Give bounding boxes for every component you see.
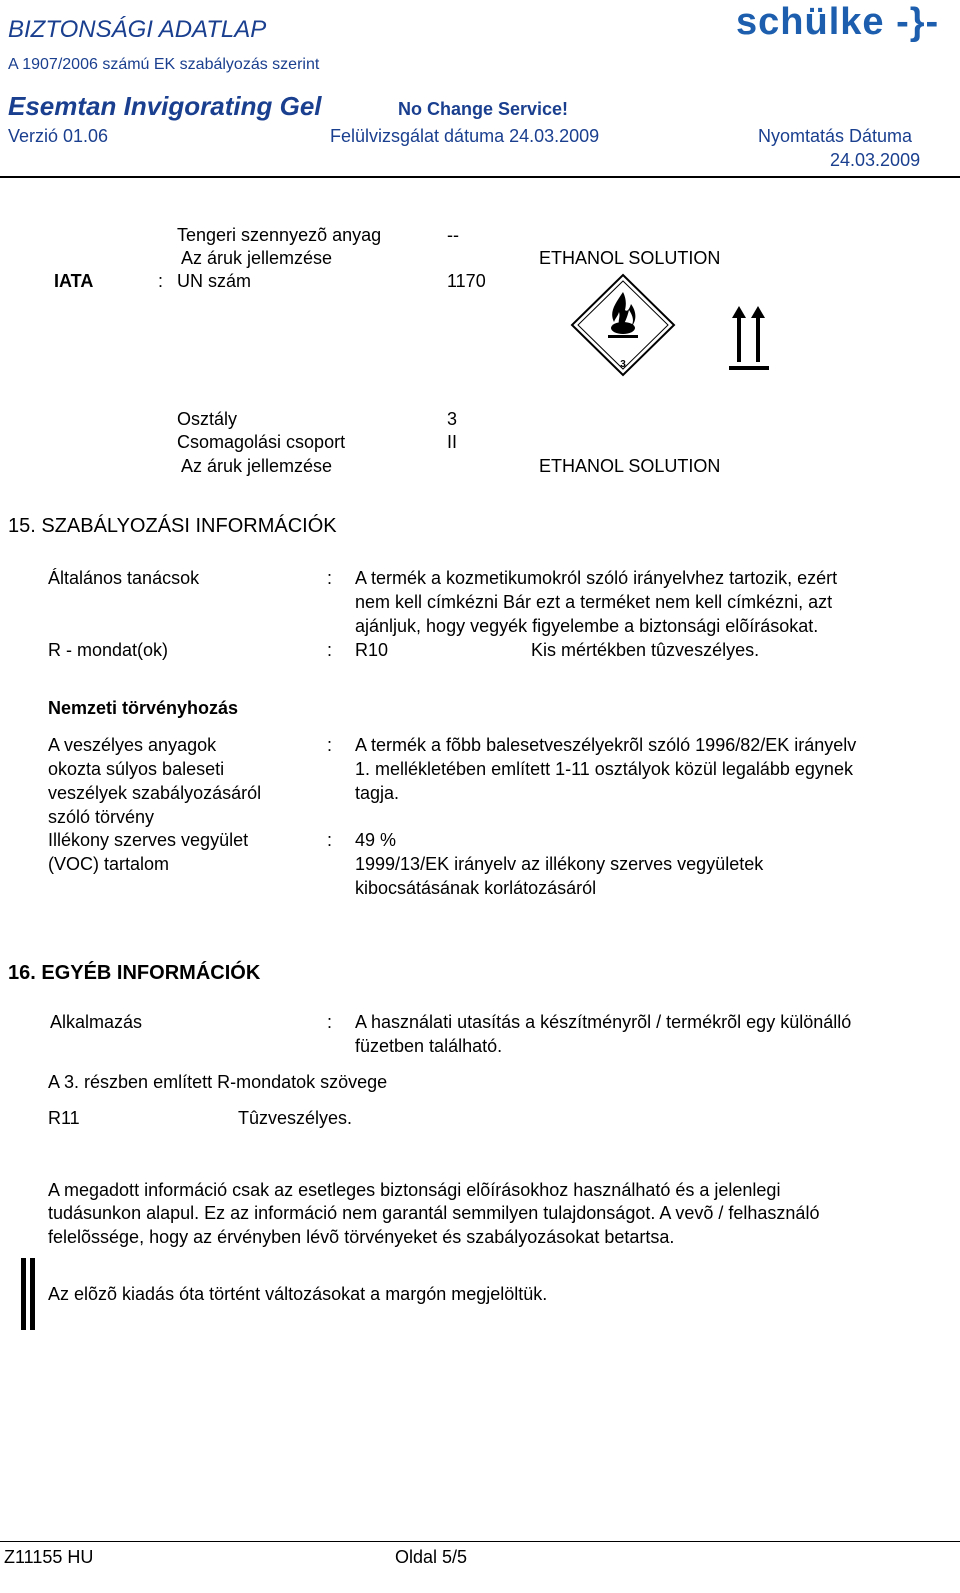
schulke-logo: schülke -}- [736, 1, 940, 43]
goods-description-label: Az áruk jellemzése [181, 248, 333, 268]
disclaimer-line: felelõssége, hogy az érvényben lévõ törvényeket és szabályozásokat betartsa. [48, 1227, 675, 1247]
section-15-heading: 15. SZABÁLYOZÁSI INFORMÁCIÓK [8, 515, 337, 537]
header-divider [0, 176, 960, 178]
footer-divider [0, 1541, 960, 1542]
goods-description-value-2: ETHANOL SOLUTION [539, 456, 721, 476]
iata-label: IATA [54, 271, 94, 291]
general-advice-line: A termék a kozmetikumokról szóló irányelvhez tartozik, ezért [355, 568, 838, 588]
hazard-law-label-line: A veszélyes anyagok [48, 735, 217, 755]
voc-directive-line: kibocsátásának korlátozásáról [355, 878, 597, 898]
product-name: Esemtan Invigorating Gel [8, 91, 322, 121]
r-phrases-text-heading: A 3. részben említett R-mondatok szövege [48, 1072, 388, 1092]
disclaimer-line: A megadott információ csak az esetleges biztonsági elõírásokhoz használható és a jelenlegi [48, 1180, 781, 1200]
colon: : [158, 271, 164, 291]
no-change-service: No Change Service! [398, 99, 569, 119]
class-label: Osztály [177, 409, 238, 429]
colon: : [327, 568, 333, 588]
colon: : [327, 640, 333, 660]
goods-description-label-2: Az áruk jellemzése [181, 456, 333, 476]
page-number: Oldal 5/5 [395, 1547, 468, 1567]
hazard-law-line: 1. mellékletében említett 1-11 osztályok közül legalább egynek [355, 759, 853, 779]
change-bar [30, 1258, 35, 1330]
packing-group-label: Csomagolási csoport [177, 432, 346, 452]
hazard-class-number: 3 [620, 359, 626, 370]
print-date: 24.03.2009 [830, 150, 921, 170]
change-bar [21, 1258, 26, 1330]
flammable-hazard-diamond-icon [569, 272, 677, 378]
general-advice-line: nem kell címkézni Bár ezt a terméket nem kell címkézni, azt [355, 592, 833, 612]
revision-date: Felülvizsgálat dátuma 24.03.2009 [330, 126, 600, 146]
regulation-subtitle: A 1907/2006 számú EK szabályozás szerint [8, 56, 320, 73]
version: Verzió 01.06 [8, 126, 109, 146]
this-way-up-arrows-icon [728, 304, 770, 372]
hazard-law-line: tagja. [355, 783, 400, 803]
class-value: 3 [447, 409, 458, 429]
hazard-law-label-line: okozta súlyos baleseti [48, 759, 225, 779]
margin-note: Az elõzõ kiadás óta történt változásokat a margón megjelöltük. [48, 1284, 548, 1304]
packing-group-value: II [447, 432, 458, 452]
section-16-heading: 16. EGYÉB INFORMÁCIÓK [8, 962, 261, 984]
voc-directive-line: 1999/13/EK irányelv az illékony szerves vegyületek [355, 854, 764, 874]
voc-label-line: (VOC) tartalom [48, 854, 170, 874]
marine-pollutant-label: Tengeri szennyezõ anyag [177, 225, 382, 245]
r11-code: R11 [48, 1108, 80, 1128]
usage-label: Alkalmazás [50, 1012, 143, 1032]
print-date-label: Nyomtatás Dátuma [758, 126, 913, 146]
voc-label-line: Illékony szerves vegyület [48, 830, 249, 850]
hazard-law-line: A termék a fõbb balesetveszélyekrõl szóló 1996/82/EK irányelv [355, 735, 857, 755]
marine-pollutant-value: -- [447, 225, 459, 245]
usage-line: füzetben található. [355, 1036, 503, 1056]
hazard-law-label-line: veszélyek szabályozásáról [48, 783, 262, 803]
usage-line: A használati utasítás a készítményrõl / termékrõl egy különálló [355, 1012, 852, 1032]
colon: : [327, 735, 333, 755]
colon: : [327, 1012, 333, 1032]
colon: : [327, 830, 333, 850]
r-phrase-text: Kis mértékben tûzveszélyes. [531, 640, 760, 660]
r11-text: Tûzveszélyes. [238, 1108, 353, 1128]
voc-value: 49 % [355, 830, 397, 850]
general-advice-label: Általános tanácsok [48, 568, 200, 588]
un-number-value: 1170 [447, 271, 486, 291]
document-title: BIZTONSÁGI ADATLAP [8, 16, 267, 43]
document-code: Z11155 HU [4, 1547, 94, 1567]
r-phrase-code: R10 [355, 640, 389, 660]
general-advice-line: ajánljuk, hogy vegyék figyelembe a biztonsági elõírásokat. [355, 616, 819, 636]
un-number-label: UN szám [177, 271, 252, 291]
hazard-law-label-line: szóló törvény [48, 807, 155, 827]
r-phrases-label: R - mondat(ok) [48, 640, 169, 660]
national-legislation-heading: Nemzeti törvényhozás [48, 698, 239, 718]
goods-description-value: ETHANOL SOLUTION [539, 248, 721, 268]
disclaimer-line: tudásunkon alapul. Ez az információ nem garantál semmilyen tulajdonságot. A vevõ / felhasználó [48, 1203, 820, 1223]
